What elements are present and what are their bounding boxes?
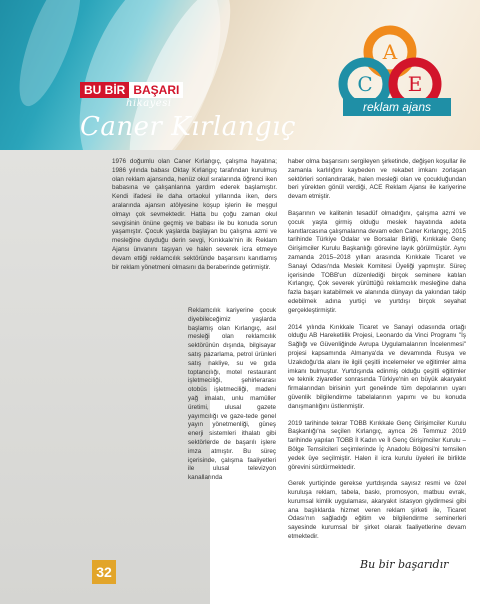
article-paragraph: Gerek yurtiçinde gerekse yurtdışında sayısız resmi ve özel kuruluşa reklam, tabela, baskı, promosyon, matbuu evrak, kurumsal kimlik uygulaması, akaryakıt istasyon giydirmesi gibi ana başlıklarda hizmet veren reklam şirketi ile, Ticaret Odası'nın sağladığı eğitim ve bilgilendirme seminerleri sayesinde kurumsal bir şirket olarak faaliyetlerine devam etmektedir. xyxy=(288,480,466,541)
logo-caption: reklam ajans xyxy=(343,98,451,116)
article-column-2 xyxy=(288,158,466,550)
article-paragraph: haber olma başarısını sergileyen şirketinde, değişen koşullar ile zamanla karlılığını kaybeden ve rekabet imkanı zorlaşan sektörleri sonlandırarak, halen mesleği olan ve çocukluğundan beri yürekten gönül verdiği, ACE Reklam Ajansı ile kariyerine devam etmiştir. xyxy=(288,158,466,201)
header-subtitle: hikayesi xyxy=(126,98,172,109)
badge-part2: BAŞARI xyxy=(129,82,183,98)
badge-part1: BU BİR xyxy=(80,82,129,98)
article-column-1 xyxy=(112,158,277,272)
article-paragraph: 2014 yılında Kırıkkale Ticaret ve Sanayi odasıında ortağı olduğu AB Hareketlilik Projesi, Leonardo da Vinci Programı "İş Sağlığı ve Güvenliğinde Avrupa Uygulamalarının İncelenmesi" projesi kapsamında Almanya'da ve devamında Rusya ve Uzakdoğu'da alanı ile ilgili çeşitli incelemeler ve eğitimler alma imkanı bulmuştur. Yurtdışında edinmiş olduğu çeşitli eğitimler ve teknik ziyaretler sonrasında Türkiye'nin en büyük akaryakıt firmalarından birisinin yurt genelinde tüm depolarının uyarı güvenlik bilgilendirme tabelalarının yapımı ve bu konuda danışmanlığını üstlenmiştir. xyxy=(288,323,466,410)
logo-letter-e: E xyxy=(407,72,423,96)
logo-letter-a: A xyxy=(382,40,398,64)
logo-letter-c: C xyxy=(357,72,373,96)
article-column-1-wrap xyxy=(188,307,276,483)
page-number: 32 xyxy=(92,560,116,584)
signature: Bu bir başarıdır xyxy=(360,558,449,571)
article-paragraph: Reklamcılık kariyerine çocuk diyebileceğimiz yaşlarda başlamış olan Kırlangıç, asıl mesleği olan reklamcılık sektörünün dışında, bilgisayar satış pazarlama, petrol ürünleri satış nakliye, su ve gıda toptancılığı, motel restaurant işletmeciliği, şehirlerarası otobüs işletmeciliği, madeni yağ imalatı, unlu mamüller üretimi, ulusal gazete yayımcılığı ve gaze-tede genel yayın yönetmenliği, güneş enerji sistemleri ithalatı gibi sektörlerde de başarılı işlere imza atmıştır. Bu süreç içerisinde, çalışma faaliyetleri ile ulusal televizyon kanallarında xyxy=(188,307,276,482)
article-paragraph: Başarının ve kalitenin tesadüf olmadığını, çalışma azmi ve çocuk yaşta girmiş olduğu meslek hayatında adeta kanıtlarcasına çalışmalarına devam eden Caner Kırlangıç, 2015 tarihinde Türkiye Odalar ve Borsalar Birliği, Kırıkkale Genç Girişimciler Kurulu Başkanlığı görevine layık görülmüştür. Aynı zamanda 2015–2018 yılları arasında Kırıkkale Ticaret ve Sanayi Odası'nda Meslek Komitesi Üyeliği yapmıştır. Süreç içerisinde TOBB'un düzenlediği birçok seminere katılan Kırlangıç, Çok severek yürüttüğü reklamcılık mesleğine daha fazla başarı katabilmek ve alanında dünyayı da yakından takip edebilmek adına yurtiçi ve yurtdışı birçok seyahat gerçekleştirmiştir. xyxy=(288,209,466,314)
article-paragraph: 2019 tarihinde tekrar TOBB Kırıkkale Genç Girişimciler Kurulu Başkanlığı'na seçilen Kırlangıç, ayrıca 26 Temmuz 2019 tarihinde yapılan TOBB İl Kadın ve İl Genç Girişimciler Kurulu – Bölge Temsilcileri seçimlerinde İç Anadolu Bölgesi'ni temsilen yedek üye seçilmiştir. Halen il icra kurulu üyeleri ile birlikte görevini sürdürmektedir. xyxy=(288,419,466,471)
header-banner xyxy=(0,0,480,150)
article-paragraph: 1976 doğumlu olan Caner Kırlangıç, çalışma hayatına; 1986 yılında babası Oktay Kırlangıç tarafından kurulmuş olan reklam ajansında, henüz okul sıralarında öğrenci iken babasına ve çalışanlarına yardım ederek başlamıştır. Kendi ifadesi ile daha ortaokul yıllarında iken, ders aralarında ajansın atölyesine koşup işlerin ile meşgul olmayı çok sevmektedir. Hatta bu çoğu zaman okul sevgisinin önüne geçmiş ve babası ile bu konuda sorun yaşamıştır. Çocuk yaşlarda başlayan bu çalışma azmi ve mesleğine duyduğu derin sevgi, Kırıkkale'nin ilk Reklam Ajansı ünvanını taşıyan ve halen severek icra etmeye devam ettiği reklamcılık sektöründe başarısını kanıtlamış bir reklam yönetmeni olmasını da beraberinde getirmiştir. xyxy=(112,158,277,271)
person-name-title: Caner Kırlangıç xyxy=(80,112,296,142)
success-badge xyxy=(80,82,183,98)
